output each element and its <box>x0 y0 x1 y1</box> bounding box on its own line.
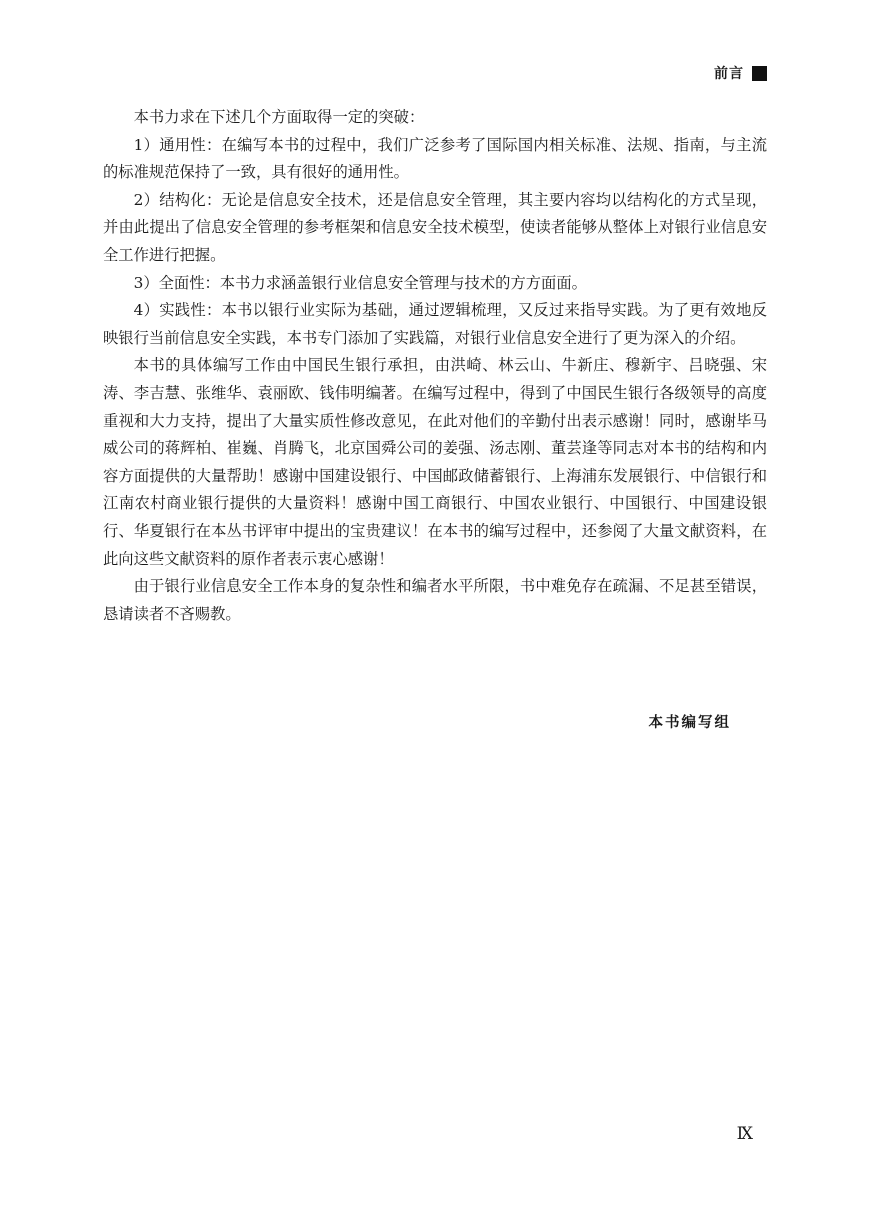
paragraph-disclaimer: 由于银行业信息安全工作本身的复杂性和编者水平所限，书中难免存在疏漏、不足甚至错误，恳请读者不吝赐教。 <box>103 577 767 623</box>
header-square-marker <box>752 66 767 81</box>
page-number: Ⅸ <box>736 1124 753 1144</box>
preface-body <box>103 104 767 628</box>
running-head <box>714 64 767 82</box>
paragraph-comprehensiveness: 3）全面性：本书力求涵盖银行业信息安全管理与技术的方方面面。 <box>133 273 587 292</box>
signature: 本书编写组 <box>648 715 731 731</box>
paragraph-structure: 2）结构化：无论是信息安全技术，还是信息安全管理，其主要内容均以结构化的方式呈现，并由此提出了信息安全管理的参考框架和信息安全技术模型，使读者能够从整体上对银行业信息安全工作进行把握。 <box>103 190 767 264</box>
paragraph-generality: 1）通用性：在编写本书的过程中，我们广泛参考了国际国内相关标准、法规、指南，与主流的标准规范保持了一致，具有很好的通用性。 <box>103 135 767 182</box>
paragraph-practicality: 4）实践性：本书以银行业实际为基础，通过逻辑梳理，又反过来指导实践。为了更有效地反映银行当前信息安全实践，本书专门添加了实践篇，对银行业信息安全进行了更为深入的介绍。 <box>103 301 767 347</box>
paragraph-acknowledgements: 本书的具体编写工作由中国民生银行承担，由洪崎、林云山、牛新庄、穆新宇、吕晓强、宋涛、李吉慧、张维华、袁丽欧、钱伟明编著。在编写过程中，得到了中国民生银行各级领导的高度重视和大力支持，提出了大量实质性修改意见，在此对他们的辛勤付出表示感谢！同时，感谢毕马威公司的蒋辉柏、崔巍、肖腾飞，北京国舜公司的姜强、汤志刚、董芸逢等同志对本书的结构和内容方面提供的大量帮助！感谢中国建设银行、中国邮政储蓄银行、上海浦东发展银行、中信银行和江南农村商业银行提供的大量资料！感谢中国工商银行、中国农业银行、中国银行、中国建设银行、华夏银行在本丛书评审中提出的宝贵建议！在本书的编写过程中，还参阅了大量文献资料，在此向这些文献资料的原作者表示衷心感谢！ <box>103 356 767 568</box>
paragraph-intro: 本书力求在下述几个方面取得一定的突破： <box>133 108 425 126</box>
running-title: 前言 <box>714 66 744 82</box>
